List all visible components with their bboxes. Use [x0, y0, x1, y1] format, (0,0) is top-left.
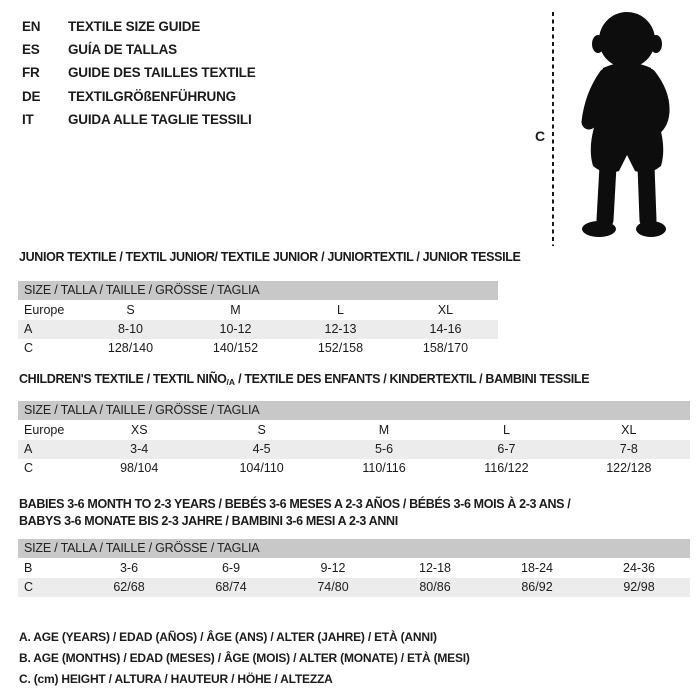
language-title-list — [22, 15, 256, 131]
guide-title-en: TEXTILE SIZE GUIDE — [68, 19, 201, 34]
table-row — [18, 301, 498, 320]
age-cell: 7-8 — [619, 442, 638, 456]
size-cell: S — [126, 303, 135, 317]
table-row — [18, 440, 690, 459]
toddler-silhouette-icon — [561, 8, 699, 248]
height-measure-label: C — [535, 128, 546, 144]
size-band-header: SIZE / TALLA / TAILLE / GRÖSSE / TAGLIA — [18, 401, 690, 420]
table-row — [18, 339, 498, 358]
row-label: C — [24, 461, 34, 475]
height-cell: 62/68 — [113, 580, 145, 594]
size-cell: XS — [130, 423, 148, 437]
table-row — [18, 320, 498, 339]
table-row — [18, 459, 690, 478]
row-label: C — [24, 341, 34, 355]
height-cell: 140/152 — [212, 341, 259, 355]
row-label: B — [24, 561, 33, 575]
language-code: EN — [22, 19, 41, 34]
height-cell: 104/110 — [239, 461, 284, 475]
legend-age-months: B. AGE (MONTHS) / EDAD (MESES) / ÂGE (MOIS) / ALTER (MONATE) / ETÀ (MESI) — [19, 651, 470, 665]
heading-text: CHILDREN'S TEXTILE / TEXTIL NIÑO — [19, 372, 227, 386]
age-cell: 6-7 — [497, 442, 516, 456]
height-cell: 152/158 — [317, 341, 364, 355]
language-code: DE — [22, 88, 41, 104]
heading-line-2: BABYS 3-6 MONATE BIS 2-3 JAHRE / BAMBINI 3-6 MESI A 2-3 ANNI — [19, 514, 398, 528]
row-label: A — [24, 322, 33, 336]
heading-line-1: BABIES 3-6 MONTH TO 2-3 YEARS / BEBÉS 3-6 MESES A 2-3 AÑOS / BÉBÉS 3-6 MOIS À 2-3 ANS / — [19, 497, 571, 511]
language-row-en — [22, 15, 256, 38]
size-cell: M — [230, 303, 241, 317]
language-row-it — [22, 108, 256, 131]
language-code: IT — [22, 111, 34, 127]
size-cell: S — [257, 423, 266, 437]
age-cell: 12-13 — [324, 322, 357, 336]
heading-subscript: /A — [226, 377, 236, 387]
language-row-es — [22, 38, 256, 61]
babies-section-heading — [19, 496, 570, 530]
size-cell: XL — [437, 303, 454, 317]
height-cell: 80/86 — [419, 580, 451, 594]
height-cell: 74/80 — [317, 580, 349, 594]
age-cell: 12-18 — [419, 561, 451, 575]
table-row — [18, 578, 690, 597]
guide-title-fr: GUIDE DES TAILLES TEXTILE — [68, 65, 256, 81]
table-row — [18, 421, 690, 440]
language-row-fr — [22, 61, 256, 84]
childrens-size-table — [18, 401, 690, 478]
age-cell: 5-6 — [374, 442, 394, 456]
height-cell: 68/74 — [215, 580, 247, 594]
age-cell: 18-24 — [521, 561, 553, 575]
age-cell: 10-12 — [219, 322, 252, 336]
language-row-de — [22, 85, 256, 108]
junior-size-table — [18, 281, 498, 358]
age-cell: 3-6 — [119, 561, 139, 575]
age-cell: 9-12 — [320, 561, 346, 575]
height-cell: 98/104 — [120, 461, 159, 475]
age-cell: 8-10 — [117, 322, 144, 336]
height-cell: 158/170 — [422, 341, 469, 355]
age-cell: 4-5 — [252, 442, 271, 456]
height-cell: 92/98 — [623, 580, 655, 594]
size-cell: L — [337, 303, 344, 317]
babies-size-table — [18, 539, 690, 597]
language-code: FR — [22, 65, 40, 81]
size-cell: M — [378, 423, 390, 437]
guide-title-de: TEXTILGRÖßENFÜHRUNG — [68, 88, 236, 104]
height-cell: 110/116 — [362, 461, 406, 475]
height-cell: 86/92 — [521, 580, 553, 594]
size-band-header: SIZE / TALLA / TAILLE / GRÖSSE / TAGLIA — [18, 281, 498, 300]
guide-title-it: GUIDA ALLE TAGLIE TESSILI — [68, 111, 252, 127]
age-cell: 24-36 — [623, 561, 655, 575]
size-cell: XL — [621, 423, 637, 437]
row-label: Europe — [24, 303, 65, 317]
age-cell: 14-16 — [429, 322, 462, 336]
height-cell: 116/122 — [484, 461, 529, 475]
legend-height-cm: C. (cm) HEIGHT / ALTURA / HAUTEUR / HÖHE / ALTEZZA — [19, 672, 333, 686]
table-row — [18, 559, 690, 578]
measurement-legend — [19, 627, 470, 690]
language-code: ES — [22, 42, 40, 58]
height-cell: 128/140 — [107, 341, 154, 355]
size-band-header: SIZE / TALLA / TAILLE / GRÖSSE / TAGLIA — [18, 539, 690, 558]
row-label: A — [24, 442, 33, 456]
age-cell: 6-9 — [221, 561, 241, 575]
age-cell: 3-4 — [130, 442, 149, 456]
legend-age-years: A. AGE (YEARS) / EDAD (AÑOS) / ÂGE (ANS) / ALTER (JAHRE) / ETÀ (ANNI) — [19, 630, 437, 644]
size-cell: L — [502, 423, 510, 437]
junior-section-heading: JUNIOR TEXTILE / TEXTIL JUNIOR/ TEXTILE JUNIOR / JUNIORTEXTIL / JUNIOR TESSILE — [19, 250, 521, 264]
row-label: C — [24, 580, 34, 594]
toddler-figure — [533, 8, 700, 250]
height-cell: 122/128 — [606, 461, 652, 475]
height-measure-line — [552, 12, 554, 246]
heading-text: / TEXTILE DES ENFANTS / KINDERTEXTIL / BAMBINI TESSILE — [235, 372, 590, 386]
guide-title-es: GUÍA DE TALLAS — [68, 42, 177, 58]
childrens-section-heading — [19, 372, 589, 389]
row-label: Europe — [24, 423, 65, 437]
